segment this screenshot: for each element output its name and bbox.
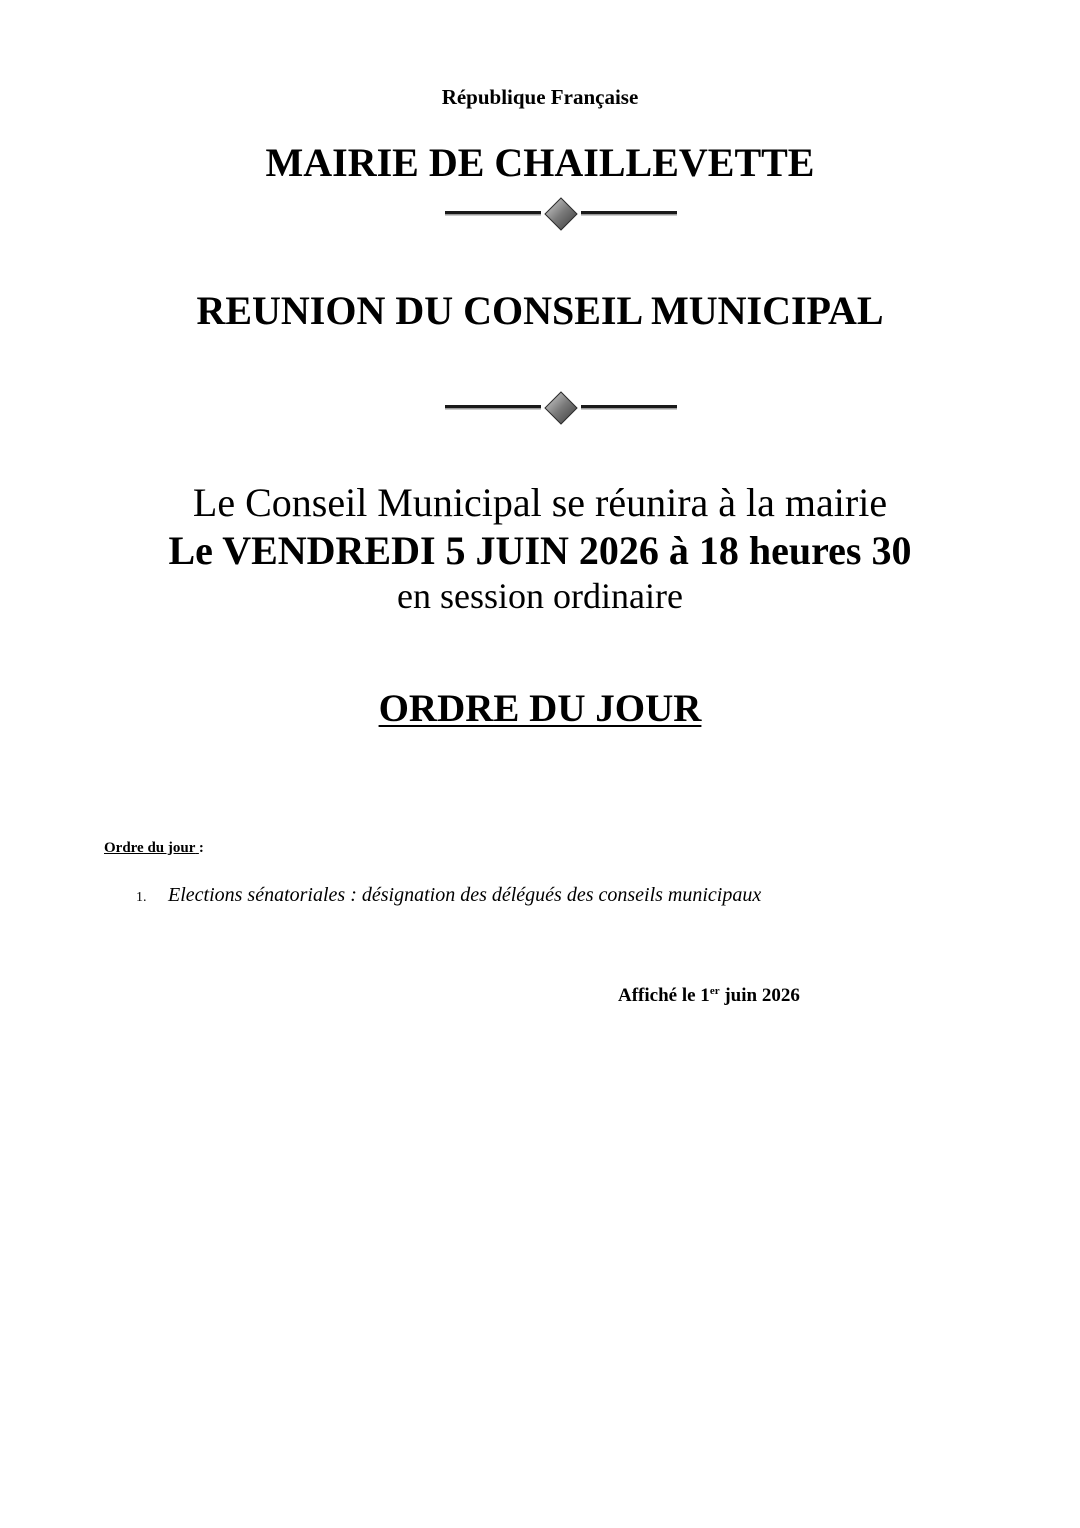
agenda-heading-text: ORDRE DU JOUR (378, 687, 702, 730)
posted-date (618, 984, 800, 1008)
agenda-heading (0, 686, 1080, 732)
agenda-item-number: 1. (136, 890, 147, 905)
agenda-label-text: Ordre du jour (104, 840, 196, 856)
agenda-label-colon: : (198, 840, 204, 856)
posted-suffix: juin 2026 (719, 985, 800, 1006)
mairie-title: MAIRIE DE CHAILLEVETTE (265, 140, 815, 185)
agenda-item-text: Elections sénatoriales : désignation des délégués des conseils municipaux (168, 884, 762, 906)
diamond-divider-icon (443, 390, 679, 426)
diamond-divider-icon (443, 196, 679, 232)
agenda-list (136, 882, 761, 911)
session-type: en session ordinaire (397, 576, 683, 616)
meeting-title: REUNION DU CONSEIL MUNICIPAL (196, 288, 884, 333)
convene-text: Le Conseil Municipal se réunira à la mairie (192, 480, 888, 525)
posted-ordinal: er (709, 985, 720, 997)
republic-heading: République Française (441, 85, 639, 109)
agenda-item (136, 882, 761, 911)
posted-prefix: Affiché le 1 (618, 985, 710, 1006)
agenda-label (104, 838, 204, 858)
meeting-date: Le VENDREDI 5 JUIN 2026 à 18 heures 30 (168, 528, 912, 573)
